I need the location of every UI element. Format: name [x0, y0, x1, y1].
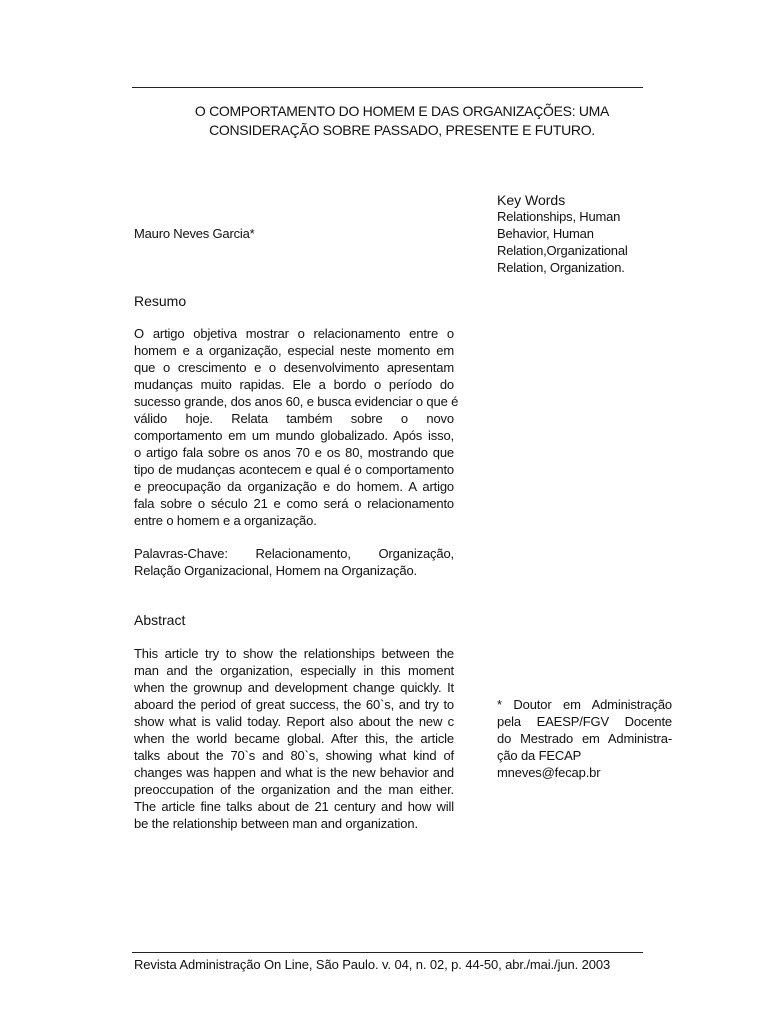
resumo-line: e preocupação da organização e do homem. A artigo: [134, 479, 454, 494]
palavras-chave-line: Relação Organizacional, Homem na Organização.: [134, 563, 418, 578]
resumo-paragraph: [134, 325, 459, 529]
keywords-line: Relation,Organizational: [497, 243, 628, 258]
footnote-line: ção da FECAP: [497, 748, 582, 763]
resumo-line: sucesso grande, dos anos 60, e busca evidenciar o que é: [134, 394, 459, 409]
resumo-line: O artigo objetiva mostrar o relacionamento entre o: [134, 326, 454, 341]
resumo-line: homem e a organização, especial neste momento em: [134, 343, 454, 358]
keywords-list: [497, 208, 647, 276]
resumo-line: que o crescimento e o desenvolvimento apresentam: [134, 360, 454, 375]
abstract-line: be the relationship between man and organization.: [134, 816, 418, 831]
resumo-line: válido hoje. Relata também sobre o novo: [134, 411, 454, 426]
journal-footer: Revista Administração On Line, São Paulo. v. 04, n. 02, p. 44-50, abr./mai./jun. 2003: [134, 957, 611, 972]
keywords-line: Relationships, Human: [497, 209, 621, 224]
author-email: mneves@fecap.br: [497, 765, 601, 780]
title-line: CONSIDERAÇÃO SOBRE PASSADO, PRESENTE E FUTURO.: [209, 122, 595, 138]
footnote-line: * Doutor em Administração: [497, 697, 672, 712]
resumo-line: mudanças muito rapidas. Ele a bordo o período do: [134, 377, 454, 392]
keywords-line: Behavior, Human: [497, 226, 594, 241]
footnote-line: do Mestrado em Administra-: [497, 731, 672, 746]
resumo-line: comportamento em um mundo globalizado. Após isso,: [134, 428, 454, 443]
abstract-line: preoccupation of the organization and the man either.: [134, 782, 454, 797]
abstract-line: when the grownup and development change quickly. It: [134, 680, 454, 695]
resumo-line: entre o homem e a organização.: [134, 513, 317, 528]
resumo-line: fala sobre o século 21 e como será o relacionamento: [134, 496, 454, 511]
abstract-heading: Abstract: [134, 612, 186, 628]
abstract-line: talks about the 70`s and 80`s, showing what kind of: [134, 748, 454, 763]
keywords-heading: Key Words: [497, 192, 566, 208]
palavras-chave-line: Palavras-Chave: Relacionamento, Organização,: [134, 546, 454, 561]
footnote-line: pela EAESP/FGV Docente: [497, 714, 672, 729]
palavras-chave: [134, 545, 454, 579]
article-title: [132, 102, 672, 140]
abstract-line: The article fine talks about de 21 century and how will: [134, 799, 454, 814]
author-name: Mauro Neves Garcia*: [134, 226, 255, 241]
abstract-paragraph: [134, 645, 454, 832]
abstract-line: aboard the period of great success, the 60`s, and try to: [134, 697, 454, 712]
keywords-line: Relation, Organization.: [497, 260, 625, 275]
abstract-line: show what is valid today. Report also about the new c: [134, 714, 454, 729]
resumo-line: o artigo fala sobre os anos 70 e os 80, mostrando que: [134, 445, 454, 460]
abstract-line: man and the organization, especially in this moment: [134, 663, 454, 678]
author-footnote: [497, 696, 672, 781]
abstract-line: changes was happen and what is the new behavior and: [134, 765, 454, 780]
bottom-rule: [132, 952, 643, 953]
top-rule: [132, 87, 643, 88]
title-line: O COMPORTAMENTO DO HOMEM E DAS ORGANIZAÇÕES: UMA: [194, 103, 610, 119]
abstract-line: when the world became global. After this, the article: [134, 731, 454, 746]
abstract-line: This article try to show the relationships between the: [134, 646, 454, 661]
resumo-heading: Resumo: [134, 293, 187, 309]
resumo-line: tipo de mudanças acontecem e qual é o comportamento: [134, 462, 454, 477]
